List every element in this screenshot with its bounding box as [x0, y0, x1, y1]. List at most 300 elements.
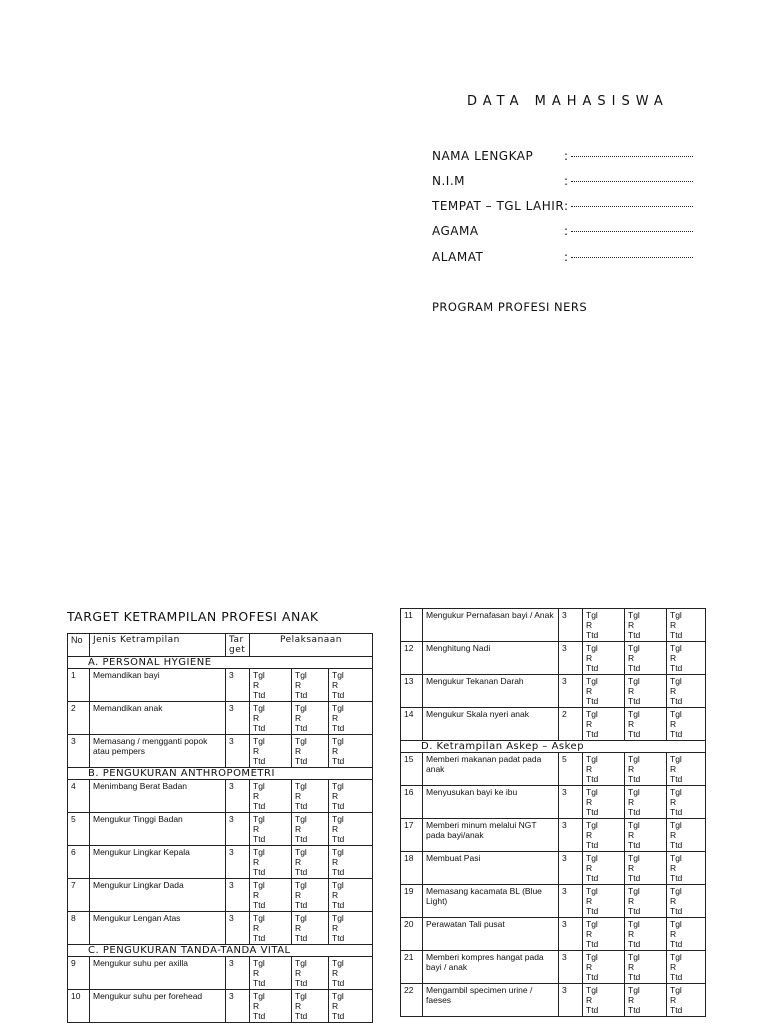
slot-line: Ttd: [295, 723, 308, 733]
slot-line: Ttd: [628, 972, 641, 982]
execution-slot[interactable]: [250, 990, 292, 1023]
slot-line: Ttd: [670, 807, 683, 817]
slot-line: Tgl: [295, 880, 307, 890]
slot-line: R: [253, 857, 260, 867]
slot-line: Ttd: [332, 723, 345, 733]
row-number: 17: [401, 819, 423, 852]
execution-slot[interactable]: [329, 735, 373, 768]
execution-slot[interactable]: [250, 735, 292, 768]
slot-line: Ttd: [586, 906, 599, 916]
table-row: [68, 813, 373, 846]
slot-line: R: [628, 863, 635, 873]
slot-line: Tgl: [253, 670, 265, 680]
slot-line: Tgl: [628, 853, 640, 863]
slot-line: Ttd: [253, 801, 266, 811]
slot-line: Ttd: [332, 801, 345, 811]
slot-line: R: [295, 746, 302, 756]
slot-line: Tgl: [332, 736, 344, 746]
slot-line: Tgl: [670, 820, 682, 830]
slot-line: Tgl: [628, 787, 640, 797]
execution-slot[interactable]: [250, 702, 292, 735]
execution-slot[interactable]: [292, 912, 329, 945]
execution-slot[interactable]: [329, 780, 373, 813]
slot-line: Tgl: [670, 919, 682, 929]
slot-line: Tgl: [253, 703, 265, 713]
slot-line: Tgl: [670, 676, 682, 686]
slot-line: R: [253, 1001, 260, 1011]
slot-line: R: [295, 890, 302, 900]
slot-line: Ttd: [586, 1005, 599, 1015]
field-label: TEMPAT – TGL LAHIR: [432, 199, 565, 213]
slot-line: Tgl: [332, 814, 344, 824]
section-title: A. PERSONAL HYGIENE: [68, 657, 373, 669]
slot-line: Ttd: [628, 840, 641, 850]
slot-line: R: [332, 857, 339, 867]
skill-name: Menyusukan bayi ke ibu: [423, 786, 559, 819]
slot-line: R: [586, 995, 593, 1005]
slot-line: Ttd: [295, 690, 308, 700]
slot-line: Ttd: [332, 933, 345, 943]
cover-title: DATA MAHASISWA: [467, 94, 669, 109]
slot-line: Tgl: [670, 643, 682, 653]
execution-slot[interactable]: [329, 813, 373, 846]
skill-target: 3: [559, 642, 583, 675]
slot-line: R: [332, 923, 339, 933]
execution-slot[interactable]: [667, 708, 706, 741]
slot-line: Ttd: [295, 933, 308, 943]
slot-line: R: [253, 713, 260, 723]
slot-line: R: [332, 890, 339, 900]
row-number: 7: [68, 879, 90, 912]
slot-line: Tgl: [332, 703, 344, 713]
slot-line: R: [670, 830, 677, 840]
slot-line: R: [332, 968, 339, 978]
skill-name: Mengukur Lingkar Kepala: [90, 846, 226, 879]
slot-line: R: [332, 1001, 339, 1011]
slot-line: Ttd: [628, 807, 641, 817]
execution-slot[interactable]: [667, 852, 706, 885]
execution-slot[interactable]: [625, 786, 667, 819]
slot-line: Ttd: [253, 900, 266, 910]
execution-slot[interactable]: [292, 846, 329, 879]
slot-line: Tgl: [586, 754, 598, 764]
slot-line: R: [670, 863, 677, 873]
execution-slot[interactable]: [667, 675, 706, 708]
field-dotted-line: [571, 231, 693, 232]
execution-slot[interactable]: [583, 984, 625, 1017]
execution-slot[interactable]: [292, 780, 329, 813]
execution-slot[interactable]: [329, 669, 373, 702]
execution-slot[interactable]: [667, 819, 706, 852]
execution-slot[interactable]: [583, 675, 625, 708]
slot-line: Tgl: [628, 643, 640, 653]
row-number: 6: [68, 846, 90, 879]
execution-slot[interactable]: [583, 609, 625, 642]
section-title: B. PENGUKURAN ANTHROPOMETRI: [68, 768, 373, 780]
slot-line: Tgl: [295, 670, 307, 680]
slot-line: Tgl: [586, 676, 598, 686]
execution-slot[interactable]: [625, 984, 667, 1017]
table-row: [401, 984, 706, 1017]
skill-name: Mengukur Lengan Atas: [90, 912, 226, 945]
execution-slot[interactable]: [625, 753, 667, 786]
slot-line: R: [670, 995, 677, 1005]
slot-line: Ttd: [295, 900, 308, 910]
field-colon: :: [564, 149, 569, 163]
execution-slot[interactable]: [625, 609, 667, 642]
execution-slot[interactable]: [667, 918, 706, 951]
execution-slot[interactable]: [667, 786, 706, 819]
slot-line: Tgl: [586, 610, 598, 620]
slot-line: Ttd: [253, 867, 266, 877]
slot-line: R: [670, 962, 677, 972]
slot-line: Tgl: [253, 814, 265, 824]
field-colon: :: [564, 199, 569, 213]
slot-line: Tgl: [332, 781, 344, 791]
slot-line: Ttd: [670, 729, 683, 739]
execution-slot[interactable]: [329, 846, 373, 879]
slot-line: R: [628, 995, 635, 1005]
slot-line: Ttd: [670, 663, 683, 673]
skill-target: 3: [559, 852, 583, 885]
slot-line: R: [332, 791, 339, 801]
skill-target: 3: [559, 675, 583, 708]
execution-slot[interactable]: [583, 786, 625, 819]
header-no: No: [68, 634, 90, 657]
slot-line: R: [628, 896, 635, 906]
slot-line: Ttd: [586, 939, 599, 949]
slot-line: Tgl: [295, 814, 307, 824]
table-row: [68, 846, 373, 879]
slot-line: Tgl: [253, 736, 265, 746]
slot-line: Tgl: [586, 820, 598, 830]
slot-line: Tgl: [586, 853, 598, 863]
skill-target: 3: [226, 813, 250, 846]
skill-name: Mengukur Tinggi Badan: [90, 813, 226, 846]
slot-line: Tgl: [628, 754, 640, 764]
slot-line: R: [295, 857, 302, 867]
execution-slot[interactable]: [250, 669, 292, 702]
execution-slot[interactable]: [625, 852, 667, 885]
section-row: [401, 741, 706, 753]
section-title: D. Ketrampilan Askep – Askep: [401, 741, 706, 753]
slot-line: Ttd: [628, 1005, 641, 1015]
slot-line: R: [295, 791, 302, 801]
slot-line: Ttd: [670, 840, 683, 850]
slot-line: Tgl: [670, 952, 682, 962]
field-label: AGAMA: [432, 224, 479, 238]
skill-target: 3: [226, 846, 250, 879]
slot-line: Tgl: [253, 880, 265, 890]
execution-slot[interactable]: [250, 813, 292, 846]
slot-line: R: [628, 653, 635, 663]
slot-line: Ttd: [670, 906, 683, 916]
execution-slot[interactable]: [583, 885, 625, 918]
slot-line: Ttd: [670, 972, 683, 982]
skill-name: Membuat Pasi: [423, 852, 559, 885]
execution-slot[interactable]: [292, 879, 329, 912]
row-number: 16: [401, 786, 423, 819]
slot-line: Ttd: [295, 801, 308, 811]
slot-line: Ttd: [586, 972, 599, 982]
execution-slot[interactable]: [625, 918, 667, 951]
slot-line: R: [253, 923, 260, 933]
execution-slot[interactable]: [583, 753, 625, 786]
slot-line: Tgl: [253, 913, 265, 923]
skill-target: 3: [226, 990, 250, 1023]
slot-line: Ttd: [670, 630, 683, 640]
table-row: [401, 951, 706, 984]
slot-line: Tgl: [295, 991, 307, 1001]
skill-target: 3: [559, 951, 583, 984]
slot-line: R: [586, 929, 593, 939]
skill-target: 5: [559, 753, 583, 786]
execution-slot[interactable]: [329, 957, 373, 990]
execution-slot[interactable]: [292, 813, 329, 846]
slot-line: Ttd: [295, 1011, 308, 1021]
slot-line: Ttd: [295, 834, 308, 844]
skill-name: Memasang / mengganti popok atau pempers: [90, 735, 226, 768]
slot-line: Tgl: [253, 991, 265, 1001]
slot-line: R: [670, 797, 677, 807]
skill-target: 2: [559, 708, 583, 741]
field-colon: :: [564, 174, 569, 188]
execution-slot[interactable]: [292, 990, 329, 1023]
skill-target: 3: [226, 735, 250, 768]
slot-line: Tgl: [628, 919, 640, 929]
slot-line: Ttd: [628, 630, 641, 640]
skill-target: 3: [559, 609, 583, 642]
execution-slot[interactable]: [329, 702, 373, 735]
slot-line: Ttd: [586, 840, 599, 850]
skill-target: 3: [226, 780, 250, 813]
slot-line: Tgl: [670, 886, 682, 896]
execution-slot[interactable]: [329, 879, 373, 912]
skill-name: Mengukur Skala nyeri anak: [423, 708, 559, 741]
slot-line: Ttd: [332, 690, 345, 700]
table-row: [401, 675, 706, 708]
skill-target: 3: [559, 918, 583, 951]
section-row: [68, 945, 373, 957]
row-number: 22: [401, 984, 423, 1017]
skill-name: Perawatan Tali pusat: [423, 918, 559, 951]
row-number: 3: [68, 735, 90, 768]
field-colon: :: [564, 250, 569, 264]
slot-line: Tgl: [670, 754, 682, 764]
slot-line: Ttd: [586, 774, 599, 784]
row-number: 13: [401, 675, 423, 708]
slot-line: Ttd: [670, 1005, 683, 1015]
execution-slot[interactable]: [583, 708, 625, 741]
slot-line: Ttd: [253, 690, 266, 700]
execution-slot[interactable]: [292, 669, 329, 702]
skill-target: 3: [226, 912, 250, 945]
slot-line: Ttd: [670, 873, 683, 883]
slot-line: Ttd: [670, 939, 683, 949]
execution-slot[interactable]: [329, 912, 373, 945]
slot-line: Tgl: [628, 676, 640, 686]
skill-target: 3: [226, 702, 250, 735]
table-row: [68, 879, 373, 912]
table-row: [68, 957, 373, 990]
execution-slot[interactable]: [292, 735, 329, 768]
field-dotted-line: [571, 257, 693, 258]
slot-line: R: [586, 620, 593, 630]
execution-slot[interactable]: [250, 879, 292, 912]
slot-line: Tgl: [628, 985, 640, 995]
skill-target: 3: [226, 957, 250, 990]
row-number: 18: [401, 852, 423, 885]
skills-table-right: [400, 608, 706, 1017]
execution-slot[interactable]: [667, 609, 706, 642]
slot-line: Tgl: [628, 820, 640, 830]
slot-line: Ttd: [628, 729, 641, 739]
section-title: C. PENGUKURAN TANDA-TANDA VITAL: [68, 945, 373, 957]
slot-line: Ttd: [628, 906, 641, 916]
execution-slot[interactable]: [667, 885, 706, 918]
execution-slot[interactable]: [625, 708, 667, 741]
section-row: [68, 657, 373, 669]
field-label: NAMA LENGKAP: [432, 149, 534, 163]
slot-line: R: [628, 797, 635, 807]
slot-line: Ttd: [586, 696, 599, 706]
skill-name: Mengukur Tekanan Darah: [423, 675, 559, 708]
slot-line: Tgl: [628, 952, 640, 962]
slot-line: Tgl: [586, 643, 598, 653]
slot-line: Ttd: [628, 939, 641, 949]
slot-line: Ttd: [586, 630, 599, 640]
slot-line: Tgl: [670, 709, 682, 719]
skill-name: Memandikan anak: [90, 702, 226, 735]
slot-line: Ttd: [253, 933, 266, 943]
slot-line: R: [253, 968, 260, 978]
execution-slot[interactable]: [250, 912, 292, 945]
execution-slot[interactable]: [625, 951, 667, 984]
field-dotted-line: [571, 156, 693, 157]
execution-slot[interactable]: [292, 702, 329, 735]
header-target: Tar get: [226, 634, 250, 657]
slot-line: Tgl: [670, 610, 682, 620]
slot-line: Tgl: [586, 886, 598, 896]
table-row: [401, 819, 706, 852]
slot-line: R: [295, 968, 302, 978]
execution-slot[interactable]: [250, 780, 292, 813]
execution-slot[interactable]: [329, 990, 373, 1023]
row-number: 21: [401, 951, 423, 984]
slot-line: Tgl: [295, 847, 307, 857]
slot-line: R: [586, 686, 593, 696]
slot-line: Ttd: [332, 900, 345, 910]
slot-line: Ttd: [586, 807, 599, 817]
execution-slot[interactable]: [625, 642, 667, 675]
execution-slot[interactable]: [583, 951, 625, 984]
table-row: [68, 990, 373, 1023]
slot-line: Ttd: [332, 756, 345, 766]
table-row: [401, 786, 706, 819]
header-jenis: Jenis Ketrampilan: [90, 634, 226, 657]
slot-line: Tgl: [295, 958, 307, 968]
execution-slot[interactable]: [583, 918, 625, 951]
row-number: 8: [68, 912, 90, 945]
execution-slot[interactable]: [667, 984, 706, 1017]
skills-table-left: [67, 633, 373, 1023]
skill-target: 3: [559, 819, 583, 852]
slot-line: R: [332, 746, 339, 756]
slot-line: R: [586, 719, 593, 729]
skill-name: Menimbang Berat Badan: [90, 780, 226, 813]
skill-name: Menghitung Nadi: [423, 642, 559, 675]
execution-slot[interactable]: [292, 957, 329, 990]
execution-slot[interactable]: [583, 642, 625, 675]
slot-line: R: [628, 830, 635, 840]
execution-slot[interactable]: [667, 753, 706, 786]
slot-line: R: [295, 923, 302, 933]
slot-line: Ttd: [628, 774, 641, 784]
table-row: [401, 753, 706, 786]
slot-line: Tgl: [628, 709, 640, 719]
skill-target: 3: [559, 885, 583, 918]
table-row: [68, 702, 373, 735]
row-number: 12: [401, 642, 423, 675]
execution-slot[interactable]: [583, 852, 625, 885]
slot-line: Tgl: [332, 913, 344, 923]
slot-line: Tgl: [332, 880, 344, 890]
execution-slot[interactable]: [583, 819, 625, 852]
slot-line: Tgl: [670, 787, 682, 797]
slot-line: Ttd: [332, 834, 345, 844]
execution-slot[interactable]: [667, 951, 706, 984]
skill-name: Memasang kacamata BL (Blue Light): [423, 885, 559, 918]
slot-line: R: [295, 680, 302, 690]
row-number: 9: [68, 957, 90, 990]
slot-line: Ttd: [670, 774, 683, 784]
skill-target: 3: [559, 984, 583, 1017]
row-number: 1: [68, 669, 90, 702]
slot-line: Ttd: [332, 1011, 345, 1021]
slot-line: Ttd: [253, 834, 266, 844]
table-row: [401, 708, 706, 741]
row-number: 15: [401, 753, 423, 786]
row-number: 2: [68, 702, 90, 735]
slot-line: Tgl: [670, 853, 682, 863]
table-row: [401, 609, 706, 642]
skill-target: 3: [226, 879, 250, 912]
skill-target: 3: [559, 786, 583, 819]
execution-slot[interactable]: [625, 819, 667, 852]
execution-slot[interactable]: [250, 846, 292, 879]
field-dotted-line: [571, 181, 693, 182]
slot-line: R: [586, 797, 593, 807]
slot-line: R: [332, 713, 339, 723]
slot-line: Ttd: [253, 756, 266, 766]
header-pelaksanaan: Pelaksanaan: [250, 634, 373, 657]
slot-line: Tgl: [253, 781, 265, 791]
target-title: TARGET KETRAMPILAN PROFESI ANAK: [67, 609, 319, 624]
execution-slot[interactable]: [250, 957, 292, 990]
slot-line: R: [332, 824, 339, 834]
field-dotted-line: [571, 206, 693, 207]
execution-slot[interactable]: [625, 885, 667, 918]
table-row: [68, 735, 373, 768]
slot-line: Ttd: [670, 696, 683, 706]
slot-line: R: [670, 929, 677, 939]
execution-slot[interactable]: [667, 642, 706, 675]
execution-slot[interactable]: [625, 675, 667, 708]
slot-line: Tgl: [586, 787, 598, 797]
slot-line: R: [670, 719, 677, 729]
skill-name: Mengukur suhu per forehead: [90, 990, 226, 1023]
slot-line: Tgl: [295, 736, 307, 746]
